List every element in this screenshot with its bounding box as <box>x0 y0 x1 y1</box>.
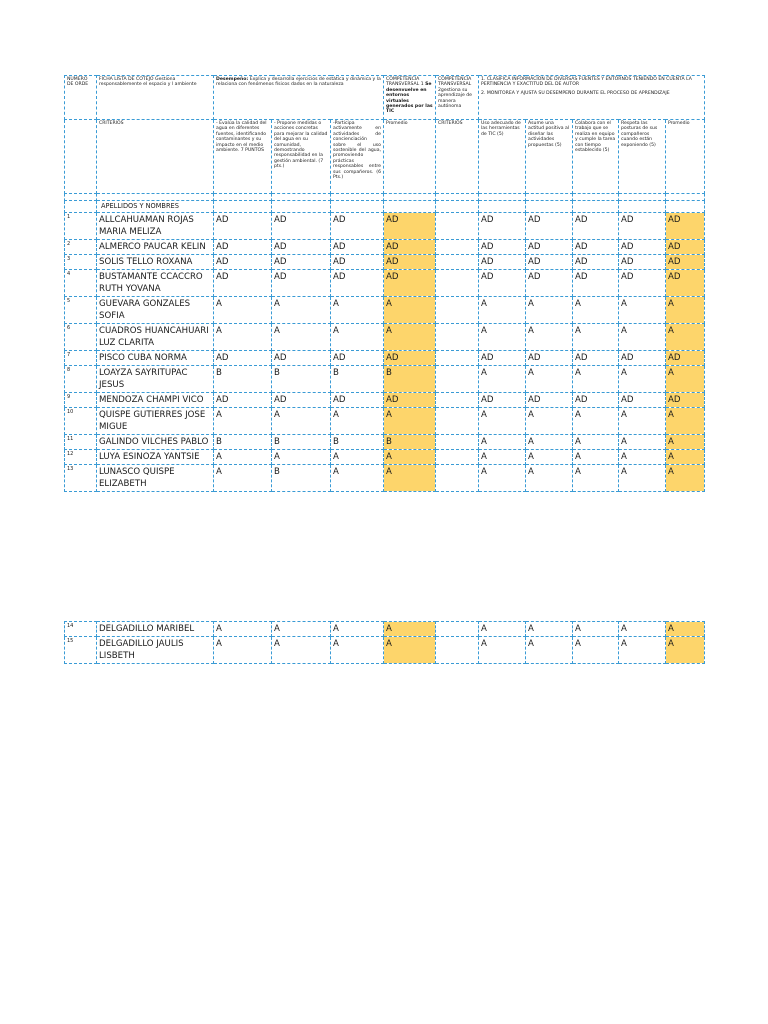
promedio-cell: A <box>666 622 705 637</box>
grade-cell: A <box>619 637 666 664</box>
grade-cell: AD <box>214 270 272 297</box>
grade-cell: AD <box>619 255 666 270</box>
student-number: 6 <box>65 324 97 351</box>
grade-cell: AD <box>214 213 272 240</box>
competencia-1-label: COMPETENCIA TRANSVERSAL 1 <box>386 77 426 88</box>
promedio-cell: A <box>384 324 436 351</box>
grade-cell <box>436 324 479 351</box>
grade-cell <box>436 465 479 492</box>
student-number: 12 <box>65 450 97 465</box>
grade-cell: AD <box>331 213 384 240</box>
grade-cell: A <box>272 622 331 637</box>
grade-cell: A <box>479 465 526 492</box>
grade-cell: A <box>479 622 526 637</box>
grade-cell: AD <box>619 393 666 408</box>
grade-cell: B <box>331 366 384 393</box>
grade-cell: AD <box>619 351 666 366</box>
grade-cell: B <box>272 435 331 450</box>
capacidad-2: 2. MONITOREA Y AJUSTA SU DESEMPEÑO DURANTE EL PROCESO DE APRENDIZAJE <box>481 90 670 96</box>
student-row <box>65 270 705 297</box>
promedio-cell: A <box>666 324 705 351</box>
criterion-colabora: Colabora con el trabajo que se realiza en equipo y cumple la tarea con tiempo establecido (5) <box>573 120 619 194</box>
student-number: 4 <box>65 270 97 297</box>
promedio-cell: AD <box>666 351 705 366</box>
student-row <box>65 351 705 366</box>
promedio-cell: A <box>384 408 436 435</box>
grade-cell: A <box>619 435 666 450</box>
grade-cell: B <box>214 366 272 393</box>
grade-cell: B <box>272 465 331 492</box>
grade-cell: AD <box>573 393 619 408</box>
capacidad-1: 1. CLASIFICA INFORMACIÓN DE DIVERSAS FUENTES Y ENTORNOS TENIENDO EN CUENTA LA PERTINENCIA Y EXACTITUD DEL DE AUTOR <box>481 77 692 88</box>
header-checklist: FICHA LISTA DE COTEJO Gestiona responsablemente el espacio y l ambiente <box>97 76 214 120</box>
criteria-empty <box>65 120 97 194</box>
spacer-row <box>65 194 705 201</box>
promedio-cell: A <box>384 637 436 664</box>
grade-cell: AD <box>526 255 573 270</box>
grade-cell: AD <box>479 240 526 255</box>
student-row <box>65 324 705 351</box>
header-competencia-1 <box>384 76 436 120</box>
grade-cell: A <box>619 622 666 637</box>
student-row <box>65 240 705 255</box>
grade-cell: A <box>331 408 384 435</box>
evaluation-table <box>64 75 705 492</box>
student-name: LUNASCO QUISPE ELIZABETH <box>97 465 214 492</box>
grade-cell: A <box>526 450 573 465</box>
student-number: 11 <box>65 435 97 450</box>
promedio-cell: A <box>666 435 705 450</box>
grade-cell: A <box>479 435 526 450</box>
grade-cell: A <box>526 408 573 435</box>
grade-cell: A <box>214 408 272 435</box>
promedio-cell: A <box>384 297 436 324</box>
grade-cell: AD <box>573 270 619 297</box>
grade-cell: AD <box>573 255 619 270</box>
criterion-promedio-2: Promedio <box>666 120 705 194</box>
student-row <box>65 297 705 324</box>
header-desempeno <box>214 76 384 120</box>
student-row <box>65 637 705 664</box>
promedio-cell: AD <box>666 240 705 255</box>
grade-cell: A <box>573 465 619 492</box>
promedio-cell: A <box>666 465 705 492</box>
promedio-cell: A <box>666 408 705 435</box>
promedio-cell: AD <box>384 270 436 297</box>
criterion-tic: Uso adecuado de las herramientas de TIC (5) <box>479 120 526 194</box>
promedio-cell: AD <box>666 213 705 240</box>
header-capacidades <box>479 76 705 120</box>
grade-cell: A <box>526 622 573 637</box>
promedio-cell: B <box>384 435 436 450</box>
student-name: LOAYZA SAYRITUPAC JESUS <box>97 366 214 393</box>
promedio-cell: AD <box>384 351 436 366</box>
grade-cell: A <box>573 297 619 324</box>
grade-cell <box>436 213 479 240</box>
grade-cell: AD <box>526 351 573 366</box>
grade-cell: A <box>573 366 619 393</box>
student-row <box>65 213 705 240</box>
grade-cell: AD <box>214 255 272 270</box>
student-number: 9 <box>65 393 97 408</box>
grade-cell: A <box>331 637 384 664</box>
grade-cell: AD <box>479 255 526 270</box>
evaluation-table-continued <box>64 621 705 664</box>
grade-cell: A <box>214 622 272 637</box>
student-name: LUYA ESINOZA YANTSIE <box>97 450 214 465</box>
student-name: GALINDO VILCHES PABLO <box>97 435 214 450</box>
grade-cell: AD <box>331 255 384 270</box>
grade-cell: A <box>214 297 272 324</box>
promedio-cell: AD <box>384 213 436 240</box>
grade-cell: AD <box>214 240 272 255</box>
grade-cell: B <box>272 366 331 393</box>
criterion-3: -Participa activamente en actividades de concienciación sobre el uso sostenible del agua, promoviendo prácticas responsables entre sus compañeros. (6 Pts.) <box>331 120 384 194</box>
student-number: 3 <box>65 255 97 270</box>
student-number: 13 <box>65 465 97 492</box>
grade-cell: A <box>331 324 384 351</box>
grade-cell: AD <box>272 270 331 297</box>
grade-cell: AD <box>272 255 331 270</box>
criteria-row <box>65 120 705 194</box>
student-row <box>65 622 705 637</box>
grade-cell: A <box>214 637 272 664</box>
promedio-cell: A <box>384 465 436 492</box>
grade-cell: A <box>479 324 526 351</box>
student-number: 8 <box>65 366 97 393</box>
student-name: MENDOZA CHAMPI VICO <box>97 393 214 408</box>
grade-cell: AD <box>526 213 573 240</box>
promedio-cell: AD <box>384 393 436 408</box>
grade-cell: A <box>214 324 272 351</box>
promedio-cell: A <box>666 450 705 465</box>
student-number: 10 <box>65 408 97 435</box>
grade-cell: AD <box>214 393 272 408</box>
grade-cell <box>436 255 479 270</box>
grade-cell: A <box>214 450 272 465</box>
grade-cell: AD <box>619 240 666 255</box>
student-name: QUISPE GUTIERRES JOSE MIGUE <box>97 408 214 435</box>
grade-cell: AD <box>479 393 526 408</box>
grade-cell: A <box>331 465 384 492</box>
grade-cell: AD <box>573 351 619 366</box>
student-name: BUSTAMANTE CCACCRO RUTH YOVANA <box>97 270 214 297</box>
promedio-cell: AD <box>666 270 705 297</box>
desempeno-label: Desempeño: <box>216 77 249 82</box>
student-row <box>65 435 705 450</box>
grade-cell: A <box>619 297 666 324</box>
grade-cell: A <box>573 324 619 351</box>
grade-cell: A <box>272 297 331 324</box>
grade-cell: AD <box>214 351 272 366</box>
promedio-cell: A <box>666 637 705 664</box>
grade-cell <box>436 351 479 366</box>
grade-cell <box>436 297 479 324</box>
grade-cell: A <box>573 637 619 664</box>
grade-cell: A <box>331 297 384 324</box>
grade-cell <box>436 393 479 408</box>
grade-cell <box>436 637 479 664</box>
promedio-cell: A <box>384 622 436 637</box>
grade-cell <box>436 450 479 465</box>
grade-cell: A <box>331 622 384 637</box>
grade-cell: AD <box>526 270 573 297</box>
grade-cell: AD <box>272 393 331 408</box>
grade-cell: A <box>619 465 666 492</box>
grade-cell: A <box>272 408 331 435</box>
criterion-criterios-2: CRITERIOS <box>436 120 479 194</box>
student-row <box>65 408 705 435</box>
grade-cell: AD <box>331 393 384 408</box>
grade-cell: B <box>331 435 384 450</box>
grade-cell: AD <box>479 213 526 240</box>
grade-cell: A <box>479 408 526 435</box>
promedio-cell: B <box>384 366 436 393</box>
grade-cell <box>436 366 479 393</box>
grade-cell: A <box>619 408 666 435</box>
grade-cell: A <box>573 435 619 450</box>
grade-cell: A <box>331 450 384 465</box>
student-name: CUADROS HUANCAHUARI LUZ CLARITA <box>97 324 214 351</box>
students-body <box>65 213 705 492</box>
grade-cell: AD <box>272 240 331 255</box>
grade-cell: AD <box>573 213 619 240</box>
criteria-label: CRITERIOS <box>97 120 214 194</box>
header-row <box>65 76 705 120</box>
promedio-cell: A <box>384 450 436 465</box>
promedio-cell: AD <box>384 255 436 270</box>
desempeno-text: Explica y desarrolla ejercicios de estática y dinámica y la relaciona con fenómenos físicos dados en la naturaleza <box>216 77 381 88</box>
grade-cell: AD <box>272 213 331 240</box>
student-row <box>65 255 705 270</box>
grade-cell: AD <box>526 393 573 408</box>
student-row <box>65 450 705 465</box>
student-number: 2 <box>65 240 97 255</box>
apellidos-label: APELLIDOS Y NOMBRES <box>97 201 214 213</box>
grade-cell: AD <box>573 240 619 255</box>
student-row <box>65 465 705 492</box>
grade-cell: A <box>573 408 619 435</box>
grade-cell: A <box>479 366 526 393</box>
grade-cell: B <box>214 435 272 450</box>
student-name: DELGADILLO MARIBEL <box>97 622 214 637</box>
grade-cell: A <box>526 465 573 492</box>
grade-cell: A <box>619 450 666 465</box>
student-name: ALMERCO PAUCAR KELIN <box>97 240 214 255</box>
grade-cell: AD <box>331 351 384 366</box>
grade-cell: A <box>272 450 331 465</box>
grade-cell <box>436 408 479 435</box>
grade-cell: A <box>573 450 619 465</box>
promedio-cell: A <box>666 297 705 324</box>
grade-cell: A <box>619 324 666 351</box>
student-name: PISCO CUBA NORMA <box>97 351 214 366</box>
promedio-cell: AD <box>384 240 436 255</box>
student-number: 7 <box>65 351 97 366</box>
grade-cell: AD <box>331 240 384 255</box>
grade-cell: A <box>526 637 573 664</box>
grade-cell <box>436 435 479 450</box>
grade-cell: A <box>479 297 526 324</box>
grade-cell: A <box>272 637 331 664</box>
grade-cell: AD <box>272 351 331 366</box>
header-competencia-2: COMPETENCIA TRANSVERSAL 2gestiona su aprendizaje de manera autónoma <box>436 76 479 120</box>
grade-cell <box>436 270 479 297</box>
criterion-respeta: Respeta las posturas de sus compañeros cuando están exponiendo (5) <box>619 120 666 194</box>
criterion-actitud: Asume una actitud positiva al diseñar las actividades propuestas (5) <box>526 120 573 194</box>
student-number: 15 <box>65 637 97 664</box>
apellidos-row <box>65 201 705 213</box>
grade-cell <box>436 622 479 637</box>
grade-cell: A <box>272 324 331 351</box>
student-name: GUEVARA GONZALES SOFIA <box>97 297 214 324</box>
grade-cell: AD <box>526 240 573 255</box>
grade-cell: A <box>573 622 619 637</box>
promedio-cell: AD <box>666 255 705 270</box>
student-number: 5 <box>65 297 97 324</box>
grade-cell <box>436 240 479 255</box>
header-order-number: NÚMERO DE ORDE <box>65 76 97 120</box>
grade-cell: A <box>479 450 526 465</box>
grade-cell: AD <box>479 270 526 297</box>
grade-cell: A <box>479 637 526 664</box>
student-name: ALLCAHUAMAN ROJAS MARIA MELIZA <box>97 213 214 240</box>
promedio-cell: A <box>666 366 705 393</box>
student-number: 1 <box>65 213 97 240</box>
student-number: 14 <box>65 622 97 637</box>
grade-cell: AD <box>619 270 666 297</box>
grade-cell: A <box>526 435 573 450</box>
grade-cell: A <box>526 366 573 393</box>
student-name: SOLIS TELLO ROXANA <box>97 255 214 270</box>
students-body-continued <box>65 622 705 664</box>
grade-cell: AD <box>619 213 666 240</box>
criterion-1: - Evalúa la calidad del agua en diferentes fuentes, identificando contaminantes y su impacto en el medio ambiente. 7 PUNTOS <box>214 120 272 194</box>
grade-cell: A <box>214 465 272 492</box>
promedio-cell: AD <box>666 393 705 408</box>
student-name: DELGADILLO JAULIS LISBETH <box>97 637 214 664</box>
competencia-1-text: Se desenvuelve en entornos virtuales generados por las TIC <box>386 82 433 115</box>
grade-cell: AD <box>479 351 526 366</box>
grade-cell: A <box>526 324 573 351</box>
criterion-2: - Propone medidas o acciones concretas para mejorar la calidad del agua en su comunidad, demostrando responsabilidad en la gestión ambiental. (7 pts.) <box>272 120 331 194</box>
student-row <box>65 393 705 408</box>
grade-cell: A <box>526 297 573 324</box>
student-row <box>65 366 705 393</box>
criterion-promedio-1: Promedio <box>384 120 436 194</box>
grade-cell: AD <box>331 270 384 297</box>
grade-cell: A <box>619 366 666 393</box>
